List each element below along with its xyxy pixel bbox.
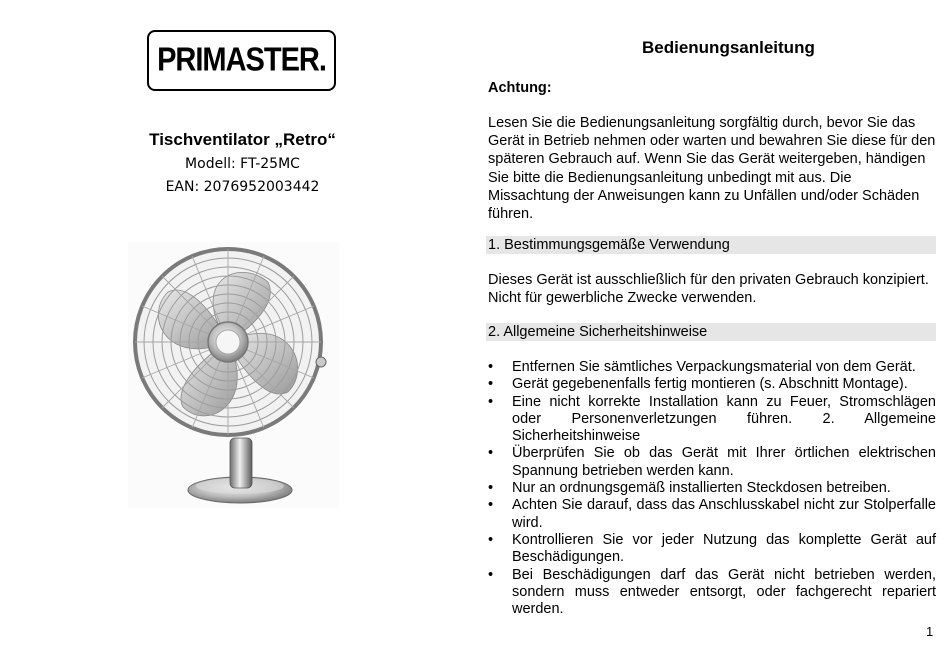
product-model: Modell: FT-25MC <box>185 156 300 172</box>
safety-item: • Entfernen Sie sämtliches Verpackungsmaterial von dem Gerät. <box>486 359 936 376</box>
manual-title: Bedienungsanleitung <box>642 38 815 57</box>
safety-item: • Kontrollieren Sie vor jeder Nutzung das komplette Gerät auf Beschädigungen. <box>486 532 936 567</box>
brand-logo-text: PRIMASTER. <box>157 41 326 79</box>
fan-product-image <box>128 242 339 508</box>
brand-logo <box>147 30 336 91</box>
safety-list <box>486 359 936 618</box>
page-number: 1 <box>926 624 934 639</box>
section-1-heading: 1. Bestimmungsgemäße Verwendung <box>486 236 936 254</box>
safety-item: • Bei Beschädigungen darf das Gerät nicht betrieben werden, sondern muss entweder entsorgt, oder fachgerecht repariert werden. <box>486 567 936 619</box>
product-title: Tischventilator „Retro“ <box>149 130 336 149</box>
safety-item: • Eine nicht korrekte Installation kann zu Feuer, Stromschlägen oder Personenverletzungen führen. 2. Allgemeine Sicherheitshinweise <box>486 394 936 446</box>
safety-item: • Gerät gegebenenfalls fertig montieren (s. Abschnitt Montage). <box>486 376 936 393</box>
safety-item: • Nur an ordnungsgemäß installierten Steckdosen betreiben. <box>486 480 936 497</box>
fan-illustration <box>128 242 339 508</box>
section-1-text: Dieses Gerät ist ausschließlich für den privaten Gebrauch konzipiert. Nicht für gewerbliche Zwecke verwenden. <box>488 272 929 307</box>
intro-paragraph: Lesen Sie die Bedienungsanleitung sorgfältig durch, bevor Sie das Gerät in Betrieb nehmen oder warten und bewahren Sie diese für den späteren Gebrauch auf. Wenn Sie das Gerät weitergeben, händigen Sie bitte die Bedienungsanleitung unbedingt mit aus. Die Missachtung der Anweisungen kann zu Unfällen und/oder Schäden führen. <box>488 115 936 223</box>
safety-item: • Achten Sie darauf, dass das Anschlusskabel nicht zur Stolperfalle wird. <box>486 497 936 532</box>
warning-label: Achtung: <box>488 80 552 96</box>
section-2-heading: 2. Allgemeine Sicherheitshinweise <box>486 323 936 341</box>
safety-item: • Überprüfen Sie ob das Gerät mit Ihrer örtlichen elektrischen Spannung betrieben werden kann. <box>486 445 936 480</box>
product-ean: EAN: 2076952003442 <box>165 179 320 195</box>
